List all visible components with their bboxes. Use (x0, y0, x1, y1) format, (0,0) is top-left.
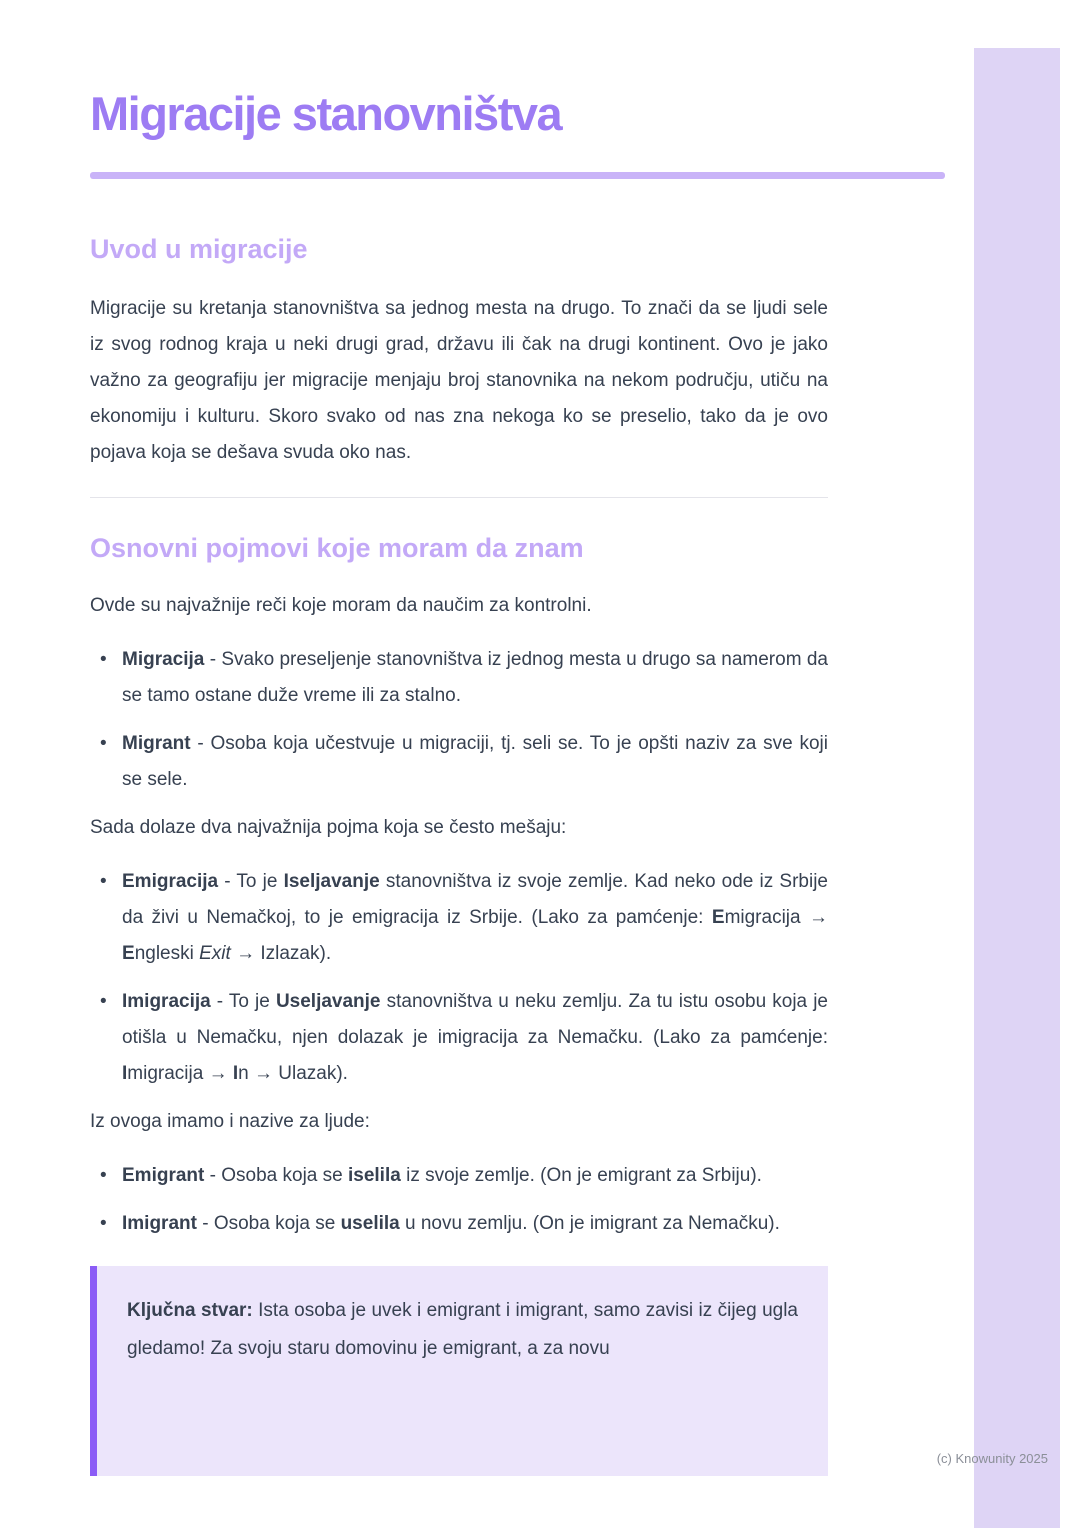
page-title: Migracije stanovništva (90, 87, 562, 140)
right-accent-bar (974, 48, 1060, 1528)
document-content (90, 0, 945, 1476)
list-procesi (90, 864, 828, 1092)
list-item-emigrant: • Emigrant - Osoba koja se iselila iz svoje zemlje. (On je emigrant za Srbiju). (90, 1158, 828, 1194)
list-item-migrant: • Migrant - Osoba koja učestvuje u migraciji, tj. seli se. To je opšti naziv za sve koji se sele. (90, 726, 828, 798)
paragraph-intro: Ovde su najvažnije reči koje moram da naučim za kontrolni. (90, 595, 592, 617)
key-point-callout (90, 1266, 828, 1476)
list-item-imigrant: • Imigrant - Osoba koja se uselila u novu zemlju. (On je imigrant za Nemačku). (90, 1206, 828, 1242)
paragraph-people: Iz ovoga imamo i nazive za ljude: (90, 1111, 370, 1133)
section-divider (90, 497, 828, 498)
list-osnovni-pojmovi (90, 642, 828, 798)
list-item-migracija: • Migracija - Svako preseljenje stanovništva iz jednog mesta u drugo sa namerom da se tamo ostane duže vreme ili za stalno. (90, 642, 828, 714)
list-item-imigracija: • Imigracija - To je Useljavanje stanovništva u neku zemlju. Za tu istu osobu koja je otišla u Nemačku, njen dolazak je imigracija za Nemačku. (Lako za pamćenje: Imigracija → In → Ulazak). (90, 984, 828, 1092)
copyright-footer: (c) Knowunity 2025 (936, 1451, 1048, 1466)
section-heading-pojmovi: Osnovni pojmovi koje moram da znam (90, 533, 584, 564)
section-heading-uvod: Uvod u migracije (90, 233, 308, 264)
title-underline-rule (90, 172, 945, 179)
paragraph-uvod: Migracije su kretanja stanovništva sa jednog mesta na drugo. To znači da se ljudi sele iz svog rodnog kraja u neki drugi grad, državu ili čak na drugi kontinent. Ovo je jako važno za geografiju jer migracije menjaju broj stanovnika na nekom području, utiču na ekonomiju i kulturu. Skoro svako od nas zna nekoga ko se preselio, tako da je ovo pojava koja se dešava svuda oko nas. (90, 298, 828, 464)
list-item-emigracija: • Emigracija - To je Iseljavanje stanovništva iz svoje zemlje. Kad neko ode iz Srbije da živi u Nemačkoj, to je emigracija iz Srbije. (Lako za pamćenje: Emigracija → Engleski Exit → Izlazak). (90, 864, 828, 972)
list-ljudi (90, 1158, 828, 1242)
paragraph-mid: Sada dolaze dva najvažnija pojma koja se često mešaju: (90, 817, 567, 839)
key-point-text: Ključna stvar: Ista osoba je uvek i emigrant i imigrant, samo zavisi iz čijeg ugla gledamo! Za svoju staru domovinu je emigrant, a za novu (127, 1300, 798, 1360)
